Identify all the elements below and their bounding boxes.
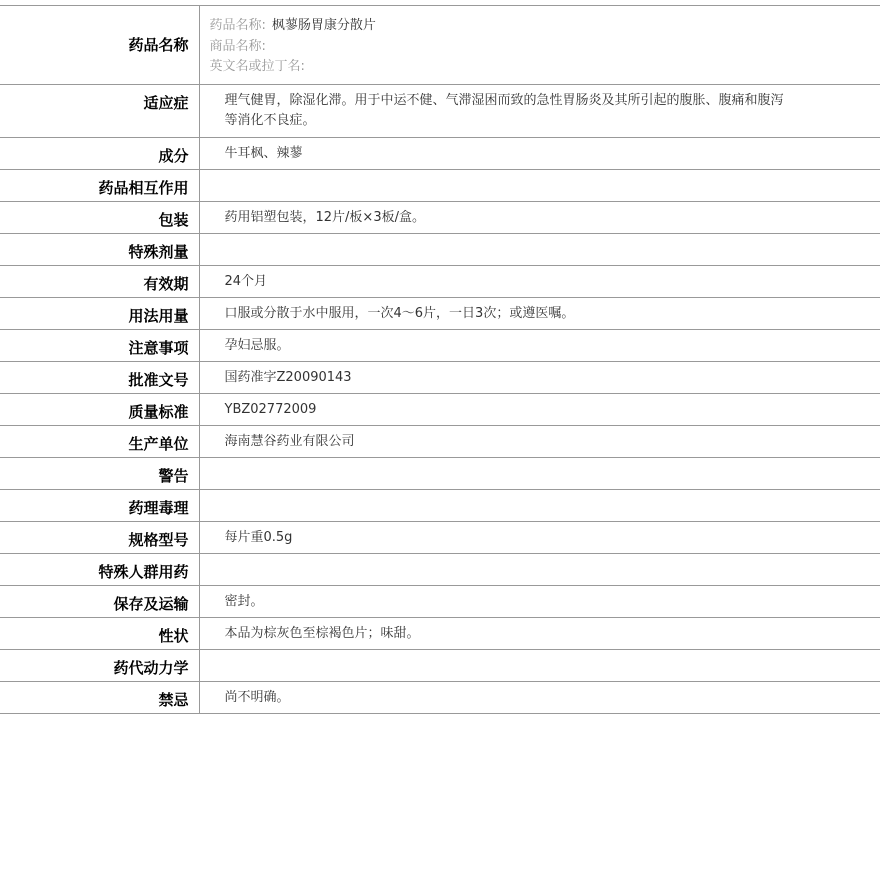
row-value-interactions xyxy=(199,169,880,201)
generic-name-key: 药品名称: xyxy=(209,18,266,33)
row-value-indication: 理气健胃，除湿化滞。用于中运不健、气滞湿困而致的急性胃肠炎及其所引起的腹胀、腹痛和腹泻等消化不良症。 xyxy=(224,92,784,128)
row-value-usage: 口服或分散于水中服用，一次4～6片，一日3次；或遵医嘱。 xyxy=(199,297,880,329)
row-precautions xyxy=(0,329,880,361)
row-label-shelf-life: 有效期 xyxy=(0,265,199,297)
row-label-interactions: 药品相互作用 xyxy=(0,169,199,201)
row-value-shelf-life: 24个月 xyxy=(199,265,880,297)
row-label-precautions: 注意事项 xyxy=(0,329,199,361)
row-label-ingredients: 成分 xyxy=(0,137,199,169)
row-drug-name xyxy=(0,6,880,85)
row-label-special-populations: 特殊人群用药 xyxy=(0,553,199,585)
row-ingredients xyxy=(0,137,880,169)
row-special-populations xyxy=(0,553,880,585)
row-label-appearance: 性状 xyxy=(0,617,199,649)
row-value-ingredients: 牛耳枫、辣蓼 xyxy=(199,137,880,169)
row-value-precautions: 孕妇忌服。 xyxy=(199,329,880,361)
generic-name-line xyxy=(210,16,880,37)
english-name-key: 英文名或拉丁名: xyxy=(209,59,305,74)
row-warning xyxy=(0,457,880,489)
generic-name-value: 枫蓼肠胃康分散片 xyxy=(271,18,376,33)
row-label-specification: 规格型号 xyxy=(0,521,199,553)
row-interactions xyxy=(0,169,880,201)
row-value-special-populations xyxy=(199,553,880,585)
row-indication xyxy=(0,84,880,137)
row-value-quality-standard: YBZ02772009 xyxy=(199,393,880,425)
row-label-drug-name: 药品名称 xyxy=(0,6,199,85)
row-value-warning xyxy=(199,457,880,489)
row-appearance xyxy=(0,617,880,649)
row-label-quality-standard: 质量标准 xyxy=(0,393,199,425)
row-label-pharmacology: 药理毒理 xyxy=(0,489,199,521)
row-value-appearance: 本品为棕灰色至棕褐色片；味甜。 xyxy=(199,617,880,649)
row-value-approval-number: 国药准字Z20090143 xyxy=(199,361,880,393)
row-value-special-dosage xyxy=(199,233,880,265)
row-manufacturer xyxy=(0,425,880,457)
drug-name-block xyxy=(199,6,880,85)
row-label-approval-number: 批准文号 xyxy=(0,361,199,393)
row-label-usage: 用法用量 xyxy=(0,297,199,329)
row-value-contraindications: 尚不明确。 xyxy=(199,681,880,713)
row-value-pharmacology xyxy=(199,489,880,521)
row-value-packaging: 药用铝塑包装，12片/板×3板/盒。 xyxy=(199,201,880,233)
row-label-manufacturer: 生产单位 xyxy=(0,425,199,457)
row-value-storage: 密封。 xyxy=(199,585,880,617)
row-value-manufacturer: 海南慧谷药业有限公司 xyxy=(199,425,880,457)
row-label-indication: 适应症 xyxy=(0,84,199,137)
row-label-contraindications: 禁忌 xyxy=(0,681,199,713)
row-label-pharmacokinetics: 药代动力学 xyxy=(0,649,199,681)
trade-name-key: 商品名称: xyxy=(209,38,266,54)
row-specification xyxy=(0,521,880,553)
row-label-special-dosage: 特殊剂量 xyxy=(0,233,199,265)
trade-name-line xyxy=(210,37,880,58)
row-packaging xyxy=(0,201,880,233)
row-label-packaging: 包装 xyxy=(0,201,199,233)
row-shelf-life xyxy=(0,265,880,297)
row-label-storage: 保存及运输 xyxy=(0,585,199,617)
row-contraindications xyxy=(0,681,880,713)
row-value-pharmacokinetics xyxy=(199,649,880,681)
row-usage xyxy=(0,297,880,329)
row-approval-number xyxy=(0,361,880,393)
row-pharmacology xyxy=(0,489,880,521)
english-name-line xyxy=(210,57,880,78)
row-value-specification: 每片重0.5g xyxy=(199,521,880,553)
row-quality-standard xyxy=(0,393,880,425)
row-pharmacokinetics xyxy=(0,649,880,681)
drug-spec-table xyxy=(0,5,880,714)
row-label-warning: 警告 xyxy=(0,457,199,489)
row-storage xyxy=(0,585,880,617)
row-special-dosage xyxy=(0,233,880,265)
